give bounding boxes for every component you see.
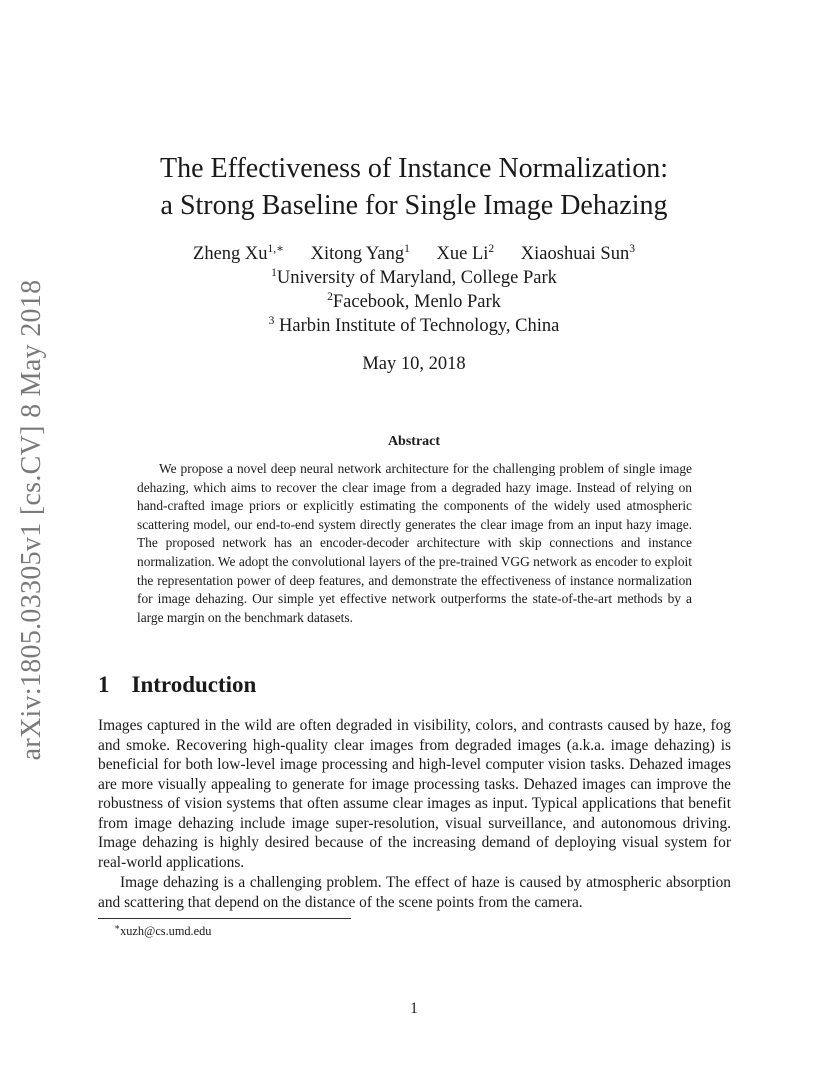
author-name: Xiaoshuai Sun <box>520 244 630 264</box>
author-superscript: 2 <box>488 243 495 255</box>
affiliation-text: University of Maryland, College Park <box>276 268 557 288</box>
affiliation-text: Facebook, Menlo Park <box>332 292 501 312</box>
footnote-divider <box>98 918 351 919</box>
author-3 <box>437 242 495 266</box>
affiliation-3 <box>0 314 828 338</box>
author-name: Zheng Xu <box>193 244 268 264</box>
publication-date: May 10, 2018 <box>362 354 466 374</box>
page-number: 1 <box>410 1000 418 1017</box>
paragraph-1: Images captured in the wild are often degraded in visibility, colors, and contrasts caused by haze, fog and smoke. Recovering high-quality clear images from degraded images (a.k.a. image dehazing) is beneficial for both low-level image processing and high-level computer vision tasks. Dehazed images are more visually appealing to generate for image processing tasks. Dehazed images can improve the robustness of vision systems that often assume clear images as input. Typical applications that benefit from image dehazing include image super-resolution, visual surveillance, and autonomous driving. Image dehazing is highly desired because of the increasing demand of deploying visual system for real-world applications. <box>98 717 731 871</box>
paragraph-2: Image dehazing is a challenging problem. The effect of haze is caused by atmospheric absorption and scattering that depend on the distance of the scene points from the camera. <box>98 874 731 911</box>
author-4 <box>521 242 635 266</box>
author-superscript: 3 <box>629 243 635 255</box>
author-name: Xue Li <box>436 244 489 264</box>
author-superscript: 1,∗ <box>267 243 284 255</box>
paper-title <box>0 150 828 224</box>
affiliation-text: Harbin Institute of Technology, China <box>274 316 560 336</box>
author-superscript: 1 <box>404 243 410 255</box>
abstract-heading: Abstract <box>387 434 441 449</box>
section-title: Introduction <box>131 672 257 697</box>
affiliation-superscript: 1 <box>271 267 277 279</box>
author-list <box>0 242 828 266</box>
affiliation-2 <box>0 290 828 314</box>
abstract-text: We propose a novel deep neural network architecture for the challenging problem of single image dehazing, which aims to recover the clear image from a degraded hazy image. Instead of relying on hand-crafted image priors or explicitly estimating the components of the widely used atmospheric scattering model, our end-to-end system directly generates the clear image from an input hazy image. The proposed network has an encoder-decoder architecture with skip connections and instance normalization. We adopt the convolutional layers of the pre-trained VGG network as encoder to exploit the representation power of deep features, and demonstrate the effectiveness of instance normalization for image dehazing. Our simple yet effective network outperforms the state-of-the-art methods by a large margin on the benchmark datasets. <box>137 461 692 625</box>
affiliation-1 <box>0 266 828 290</box>
author-name: Xitong Yang <box>310 244 405 264</box>
arxiv-identifier-stamp: arXiv:1805.03305v1 [cs.CV] 8 May 2018 <box>16 279 47 761</box>
author-1 <box>193 242 284 266</box>
section-number: 1 <box>98 672 110 697</box>
section-heading <box>98 672 256 698</box>
affiliation-superscript: 3 <box>268 315 275 327</box>
title-line-2: a Strong Baseline for Single Image Dehazing <box>160 190 668 221</box>
author-2 <box>311 242 410 266</box>
footnote-email: xuzh@cs.umd.edu <box>120 924 212 938</box>
footnote <box>114 924 211 939</box>
footnote-mark: ∗ <box>114 922 121 932</box>
title-line-1: The Effectiveness of Instance Normalization: <box>160 153 668 184</box>
affiliation-superscript: 2 <box>327 291 333 303</box>
